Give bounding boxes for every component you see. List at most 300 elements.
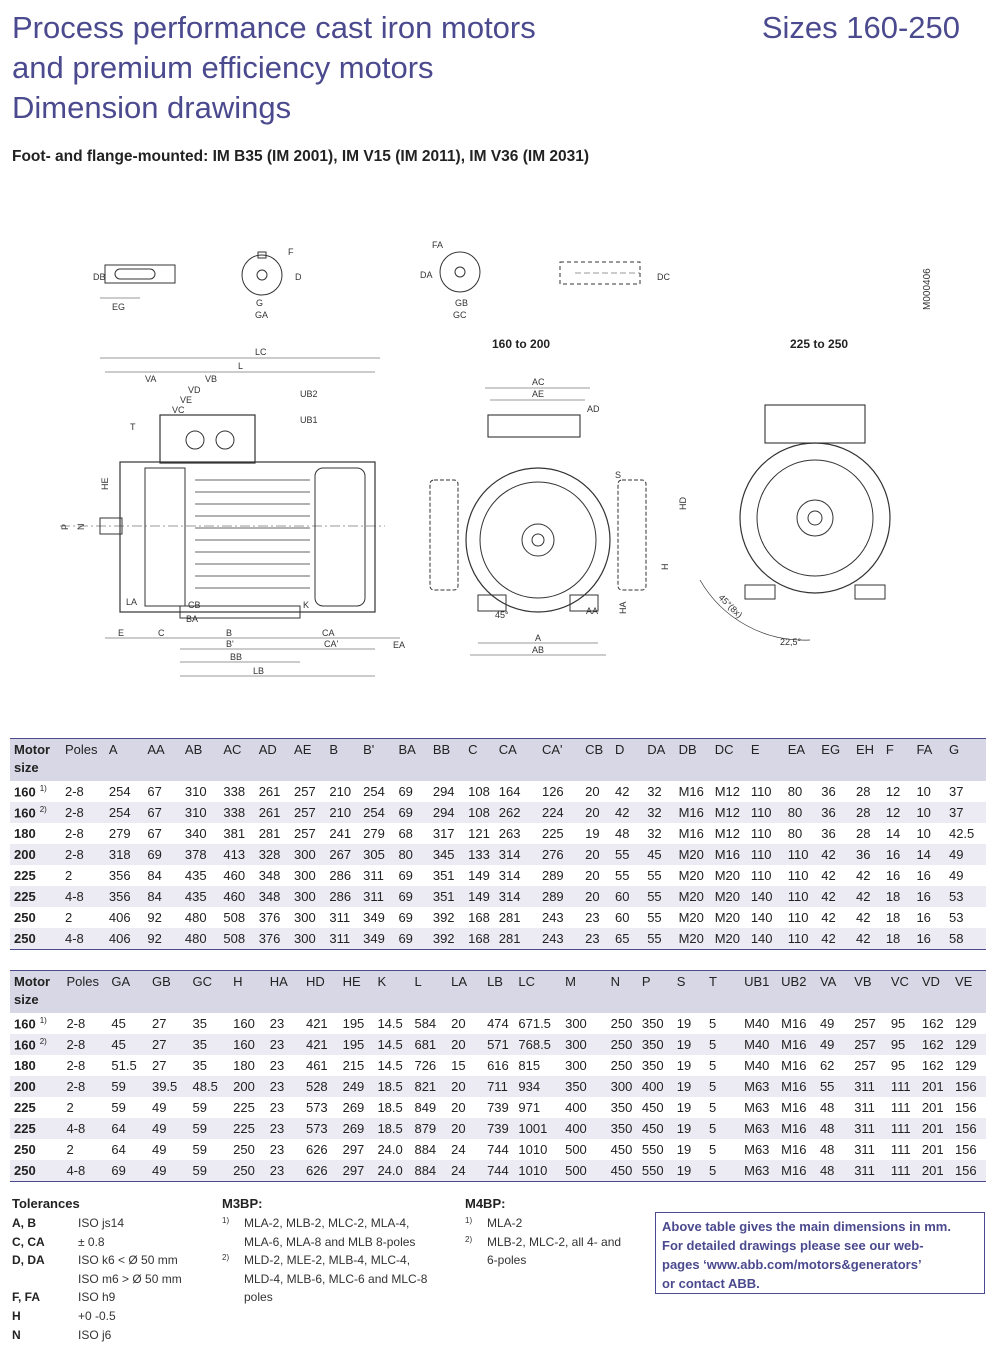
table-cell: 160 xyxy=(229,1034,266,1055)
table-cell: 528 xyxy=(302,1076,339,1097)
tolerance-key: A, B xyxy=(12,1216,36,1230)
table-cell: 421 xyxy=(305,1016,328,1031)
table-cell: 48 xyxy=(816,1118,850,1139)
column-header: Motor xyxy=(10,739,61,761)
motor-size-cell xyxy=(10,886,61,907)
tolerance-row xyxy=(12,1251,212,1270)
table-cell: 19 xyxy=(676,1058,692,1073)
dimension-table-2 xyxy=(10,970,986,1182)
table-cell: 60 xyxy=(614,910,630,925)
table-cell: 300 xyxy=(565,1016,587,1031)
table-cell: 739 xyxy=(487,1100,509,1115)
dim-label-ba: BA xyxy=(186,614,199,624)
tolerance-key: H xyxy=(12,1308,21,1323)
table-cell: 14.5 xyxy=(377,1016,403,1031)
table-cell: 5 xyxy=(709,1016,717,1031)
motor-size-value: 180 xyxy=(14,826,36,841)
table-cell: 156 xyxy=(954,1142,977,1157)
table-cell: 20 xyxy=(451,1016,466,1031)
table-cell: 69 xyxy=(394,886,428,907)
tolerance-value: +0 -0.5 xyxy=(78,1308,116,1323)
table-cell: 28 xyxy=(855,826,871,841)
column-header: C xyxy=(464,739,495,761)
table-cell: 42 xyxy=(821,910,836,925)
table-cell: 297 xyxy=(342,1142,365,1157)
table-cell: 311 xyxy=(850,1076,887,1097)
dim-label-ga: GA xyxy=(255,310,269,320)
table-cell: 19 xyxy=(673,1118,705,1139)
table-cell: 18 xyxy=(882,886,913,907)
m4bp-note2-line1: MLB-2, MLC-2, all 4- and xyxy=(487,1234,622,1249)
footnote-mark: 2) xyxy=(39,1036,47,1046)
motor-size-value: 200 xyxy=(14,847,36,862)
table-cell: 2-8 xyxy=(62,1034,107,1055)
table-cell: 69 xyxy=(398,868,413,883)
table-cell: 59 xyxy=(107,1076,148,1097)
table-cell: 18 xyxy=(885,910,901,925)
table-row xyxy=(10,1097,986,1118)
table-cell: 39.5 xyxy=(148,1076,189,1097)
column-header: DC xyxy=(711,739,747,761)
table-cell: 69 xyxy=(143,844,181,865)
table-cell: 110 xyxy=(750,826,772,841)
table-cell: M63 xyxy=(744,1142,770,1157)
table-cell: 311 xyxy=(363,868,384,883)
table-cell: 311 xyxy=(854,1100,875,1115)
table-cell: 84 xyxy=(143,886,181,907)
table-cell: 768.5 xyxy=(514,1034,561,1055)
table-cell: 2-8 xyxy=(64,784,84,799)
column-header: AC xyxy=(219,739,254,761)
table-cell: 250 xyxy=(229,1160,266,1182)
column-header: L xyxy=(410,971,447,993)
table-cell: 276 xyxy=(538,844,581,865)
note-line-4: or contact ABB. xyxy=(662,1276,760,1291)
table-cell: 4-8 xyxy=(61,928,105,950)
table-cell: 257 xyxy=(854,1058,876,1073)
table-cell: M20 xyxy=(675,844,711,865)
table-cell: 16 xyxy=(916,868,931,883)
dim-label-b-prime: B' xyxy=(226,639,234,649)
table-cell: 35 xyxy=(192,1016,208,1031)
table-cell: 381 xyxy=(223,826,246,841)
table-cell: 350 xyxy=(610,1100,633,1115)
table-cell: 350 xyxy=(641,1058,664,1073)
table-cell: 435 xyxy=(181,886,219,907)
table-cell: 311 xyxy=(359,886,394,907)
table-row xyxy=(10,1139,986,1160)
table-cell: 28 xyxy=(852,802,882,823)
table-cell: M40 xyxy=(744,1058,770,1073)
table-cell: 14.5 xyxy=(377,1058,403,1073)
table-cell: 200 xyxy=(229,1076,266,1097)
tolerance-value: ISO js14 xyxy=(78,1216,125,1230)
title-line-2: and premium efficiency motors xyxy=(12,50,434,85)
table-cell: 55 xyxy=(614,868,630,883)
m3bp-note2-line2: MLD-4, MLB-6, MLC-6 and MLC-8 xyxy=(244,1271,428,1286)
table-cell: 59 xyxy=(189,1118,230,1139)
table-header-row xyxy=(10,739,986,761)
dim-label-bb: BB xyxy=(230,652,243,662)
table-cell: 164 xyxy=(498,784,521,799)
table-cell: 32 xyxy=(647,784,662,799)
table-cell: 19 xyxy=(676,1016,692,1031)
dim-label-45deg-8x: 45°(8x) xyxy=(716,592,745,620)
tolerance-key: F, FA xyxy=(12,1290,41,1305)
motor-size-cell xyxy=(10,1034,62,1055)
table-cell: 62 xyxy=(819,1058,835,1073)
motor-size-cell xyxy=(10,1139,62,1160)
table-cell: 311 xyxy=(329,910,351,925)
table-cell: 281 xyxy=(258,826,281,841)
dim-label-d: D xyxy=(295,272,302,282)
motor-size-cell xyxy=(10,1076,62,1097)
tolerance-key: C, CA xyxy=(12,1234,45,1249)
motor-size-value: 160 xyxy=(14,1016,36,1032)
dim-label-cb: CB xyxy=(188,600,201,610)
m3bp-note2-line3: poles xyxy=(244,1290,273,1305)
table-cell: M16 xyxy=(781,1058,807,1073)
table-cell: 4-8 xyxy=(62,1118,107,1139)
dim-label-dc: DC xyxy=(657,272,670,282)
table-cell: 281 xyxy=(498,910,521,925)
table-cell: 95 xyxy=(887,1034,918,1055)
table-cell: 129 xyxy=(954,1058,977,1073)
dim-label-n: N xyxy=(76,523,86,530)
table-cell: 42.5 xyxy=(948,826,975,841)
table-cell: 110 xyxy=(750,784,772,799)
dim-label-ha: HA xyxy=(618,601,628,614)
table-cell: 376 xyxy=(255,928,290,950)
title-line-3: Dimension drawings xyxy=(12,90,292,125)
table-cell: 64 xyxy=(107,1118,148,1139)
table-cell: 140 xyxy=(747,928,784,950)
table-cell: 140 xyxy=(747,886,784,907)
table-cell: 67 xyxy=(147,826,162,841)
table-cell: M20 xyxy=(714,910,740,925)
table-cell: 49 xyxy=(948,868,964,883)
table-cell: 108 xyxy=(464,802,495,823)
table-cell: 64 xyxy=(111,1142,126,1157)
flange-shaft-detail xyxy=(420,240,480,320)
m3bp-notes xyxy=(222,1214,452,1307)
table-cell: 69 xyxy=(398,910,413,925)
table-cell: 2 xyxy=(64,868,73,883)
table-cell: 350 xyxy=(607,1118,638,1139)
table-cell: 20 xyxy=(451,1100,466,1115)
table-cell: 23 xyxy=(266,1118,302,1139)
motor-size-value: 160 xyxy=(14,805,36,821)
table-cell: 129 xyxy=(951,1034,986,1055)
table-cell: 297 xyxy=(339,1160,374,1182)
table-cell: 225 xyxy=(541,826,564,841)
dim-label-gc: GC xyxy=(453,310,467,320)
table-cell: 23 xyxy=(269,1100,285,1115)
table-cell: 121 xyxy=(468,826,490,841)
threaded-hole-detail xyxy=(560,262,670,284)
table-cell: 318 xyxy=(105,844,143,865)
table-cell: 10 xyxy=(916,784,931,799)
table-cell: 23 xyxy=(266,1034,302,1055)
dim-label-ub2: UB2 xyxy=(300,389,318,399)
footnote-mark: 2) xyxy=(39,804,47,814)
table-cell: 68 xyxy=(398,826,413,841)
table-cell: M16 xyxy=(777,1118,816,1139)
table-cell: 156 xyxy=(951,1076,986,1097)
dim-label-ea: EA xyxy=(393,640,406,650)
motor-size-value: 250 xyxy=(14,1163,36,1178)
table-cell: 263 xyxy=(498,826,521,841)
column-header: LA xyxy=(447,971,483,993)
mounting-subtitle: Foot- and flange-mounted: IM B35 (IM 2001), IM V15 (IM 2011), IM V36 (IM 2031) xyxy=(12,148,590,165)
table-cell: 69 xyxy=(394,928,428,950)
table-cell: 406 xyxy=(105,928,143,950)
header-filler xyxy=(61,760,986,781)
column-header: VB xyxy=(850,971,887,993)
table-cell: 95 xyxy=(890,1058,906,1073)
table-cell: 314 xyxy=(495,844,538,865)
table-cell: 126 xyxy=(541,784,564,799)
table-cell: 111 xyxy=(887,1076,918,1097)
table-cell: 413 xyxy=(219,844,254,865)
table-cell: 59 xyxy=(111,1100,126,1115)
table-header-row-2 xyxy=(10,760,986,781)
table-cell: 42 xyxy=(855,868,871,883)
table-cell: 110 xyxy=(787,868,809,883)
table-cell: 37 xyxy=(945,802,986,823)
table-cell: 279 xyxy=(363,826,385,841)
column-header: VA xyxy=(816,971,850,993)
dim-label-la: LA xyxy=(126,597,138,607)
dim-label-lb: LB xyxy=(253,666,265,676)
shaft-section-detail xyxy=(242,247,302,320)
m4bp-note1-line1: MLA-2 xyxy=(487,1216,523,1230)
tolerance-value: ISO m6 > Ø 50 mm xyxy=(78,1271,182,1286)
dim-label-t: T xyxy=(130,422,136,432)
column-header: D xyxy=(611,739,643,761)
table-cell: 849 xyxy=(414,1100,437,1115)
table-cell: 5 xyxy=(705,1034,740,1055)
table-cell: 450 xyxy=(610,1142,633,1157)
table-cell: 53 xyxy=(948,910,964,925)
table-cell: 5 xyxy=(709,1100,717,1115)
motor-size-value: 180 xyxy=(14,1058,36,1073)
motor-size-value: 225 xyxy=(14,1121,36,1136)
table-cell: 294 xyxy=(429,802,464,823)
m3bp-note1-line2: MLA-6, MLA-8 and MLB 8-poles xyxy=(244,1234,416,1249)
motor-size-cell xyxy=(10,1013,62,1034)
table-cell: M12 xyxy=(711,802,747,823)
tolerance-value: ± 0.8 xyxy=(78,1234,105,1249)
motor-size-value: 160 xyxy=(14,1037,36,1053)
table-cell: M16 xyxy=(781,1016,807,1031)
table-cell: 42 xyxy=(855,910,871,925)
table-cell: M16 xyxy=(781,1100,807,1115)
column-header: B xyxy=(325,739,359,761)
note-line-2: For detailed drawings please see our web- xyxy=(662,1238,924,1253)
table-cell: 168 xyxy=(464,928,495,950)
column-header: BA xyxy=(394,739,428,761)
m4bp-note1-mark: 1) xyxy=(465,1216,473,1225)
dim-label-a: A xyxy=(535,633,542,643)
table-cell: M16 xyxy=(781,1142,807,1157)
table-cell: 711 xyxy=(483,1076,514,1097)
table-cell: 92 xyxy=(143,928,181,950)
table-cell: 36 xyxy=(821,826,836,841)
table-cell: 20 xyxy=(447,1076,483,1097)
tolerance-key: N xyxy=(12,1327,21,1342)
table-cell: 49 xyxy=(148,1160,189,1182)
motor-size-value: 200 xyxy=(14,1079,36,1094)
table-cell: 37 xyxy=(948,784,964,799)
table-cell: 2 xyxy=(64,910,73,925)
table-cell: 111 xyxy=(887,1118,918,1139)
dim-label-s: S xyxy=(615,470,622,480)
table-cell: 726 xyxy=(414,1058,437,1073)
table-cell: 243 xyxy=(541,910,564,925)
m3bp-heading: M3BP: xyxy=(222,1196,263,1211)
table-cell: 879 xyxy=(410,1118,447,1139)
dim-label-c: C xyxy=(158,628,165,638)
table-cell: 815 xyxy=(518,1058,541,1073)
table-cell: M20 xyxy=(675,886,711,907)
table-cell: 48.5 xyxy=(189,1076,230,1097)
table-cell: 18.5 xyxy=(373,1118,410,1139)
table-cell: 257 xyxy=(294,784,316,799)
dim-label-ab: AB xyxy=(532,645,545,655)
table-cell: 626 xyxy=(305,1142,328,1157)
table-cell: 55 xyxy=(816,1076,850,1097)
table-cell: 349 xyxy=(363,910,385,925)
table-cell: 24.0 xyxy=(377,1142,403,1157)
table-cell: 584 xyxy=(414,1016,437,1031)
table-cell: 80 xyxy=(787,826,803,841)
table-cell: 500 xyxy=(565,1142,587,1157)
table-cell: 42 xyxy=(852,886,882,907)
tolerance-row xyxy=(12,1326,212,1345)
table-cell: 300 xyxy=(290,928,325,950)
table-cell: 10 xyxy=(916,826,931,841)
table-cell: 392 xyxy=(429,928,464,950)
table-cell: 59 xyxy=(189,1160,230,1182)
table-cell: 65 xyxy=(611,928,643,950)
motor-side-view xyxy=(60,347,405,676)
table-cell: 110 xyxy=(787,910,809,925)
column-header: LC xyxy=(514,971,561,993)
column-header: FA xyxy=(912,739,945,761)
table-cell: 971 xyxy=(518,1100,541,1115)
table-cell: 42 xyxy=(852,928,882,950)
table-cell: 10 xyxy=(912,802,945,823)
table-cell: 2-8 xyxy=(66,1016,86,1031)
dim-label-aa: AA xyxy=(586,606,599,616)
table-cell: M63 xyxy=(744,1100,770,1115)
table-cell: 149 xyxy=(468,868,490,883)
table-row xyxy=(10,928,986,950)
table-cell: 19 xyxy=(673,1034,705,1055)
table-cell: 261 xyxy=(258,784,281,799)
table-row xyxy=(10,823,986,844)
m4bp-notes xyxy=(465,1214,645,1270)
table-cell: M16 xyxy=(777,1160,816,1182)
dim-label-he: HE xyxy=(100,477,110,490)
table-cell: 681 xyxy=(410,1034,447,1055)
dim-label-da: DA xyxy=(420,270,433,280)
dim-label-p: P xyxy=(60,523,70,530)
table-cell: 36 xyxy=(817,802,852,823)
table-cell: 744 xyxy=(487,1142,509,1157)
dim-label-45deg: 45° xyxy=(495,610,509,620)
table-row xyxy=(10,886,986,907)
column-header: HE xyxy=(339,971,374,993)
table-cell: 340 xyxy=(184,826,207,841)
table-cell: 1001 xyxy=(514,1118,561,1139)
table-cell: 250 xyxy=(607,1034,638,1055)
table-cell: M63 xyxy=(740,1076,777,1097)
table-cell: 269 xyxy=(339,1118,374,1139)
table-cell: 243 xyxy=(538,928,581,950)
table-cell: 195 xyxy=(339,1034,374,1055)
table-cell: M20 xyxy=(678,868,704,883)
table-cell: 671.5 xyxy=(518,1016,551,1031)
column-header: Poles xyxy=(62,971,107,993)
column-header: EG xyxy=(817,739,852,761)
table-cell: M20 xyxy=(711,928,747,950)
table-cell: 884 xyxy=(414,1142,437,1157)
dim-label-vc: VC xyxy=(172,405,185,415)
table-cell: 18 xyxy=(882,928,913,950)
page-title xyxy=(12,8,536,128)
column-header: GA xyxy=(107,971,148,993)
table-cell: 314 xyxy=(495,886,538,907)
table-cell: 254 xyxy=(105,802,143,823)
table-cell: 69 xyxy=(107,1160,148,1182)
table-cell: 110 xyxy=(784,928,818,950)
header-filler xyxy=(62,992,986,1013)
column-header: CA' xyxy=(538,739,581,761)
table-cell: 2-8 xyxy=(61,802,105,823)
table-cell: 286 xyxy=(329,868,352,883)
table-cell: 311 xyxy=(325,928,359,950)
table-cell: 5 xyxy=(709,1058,717,1073)
column-header: GC xyxy=(189,971,230,993)
dim-label-vd: VD xyxy=(188,385,201,395)
table-cell: 48 xyxy=(614,826,630,841)
table-cell: 16 xyxy=(912,928,945,950)
label-160-to-200: 160 to 200 xyxy=(492,337,551,351)
tolerance-key: D, DA xyxy=(12,1253,45,1268)
table-cell: 19 xyxy=(585,826,600,841)
table-cell: 5 xyxy=(705,1118,740,1139)
table-cell: 300 xyxy=(294,868,316,883)
table-cell: M20 xyxy=(711,886,747,907)
tolerance-row xyxy=(12,1270,212,1289)
table-cell: 95 xyxy=(890,1016,906,1031)
dim-label-h: H xyxy=(660,563,670,570)
table-cell: 23 xyxy=(269,1142,285,1157)
table-cell: 49 xyxy=(151,1142,167,1157)
table-row xyxy=(10,1055,986,1076)
table-cell: 289 xyxy=(541,868,564,883)
column-header: EH xyxy=(852,739,882,761)
column-header: LB xyxy=(483,971,514,993)
column-header: EA xyxy=(784,739,818,761)
table-cell: 201 xyxy=(918,1160,951,1182)
dim-label-va: VA xyxy=(145,374,157,384)
motor-size-value: 225 xyxy=(14,1100,36,1115)
m3bp-note1-line1: MLA-2, MLB-2, MLC-2, MLA-4, xyxy=(244,1216,410,1230)
dim-label-f: F xyxy=(288,247,294,257)
